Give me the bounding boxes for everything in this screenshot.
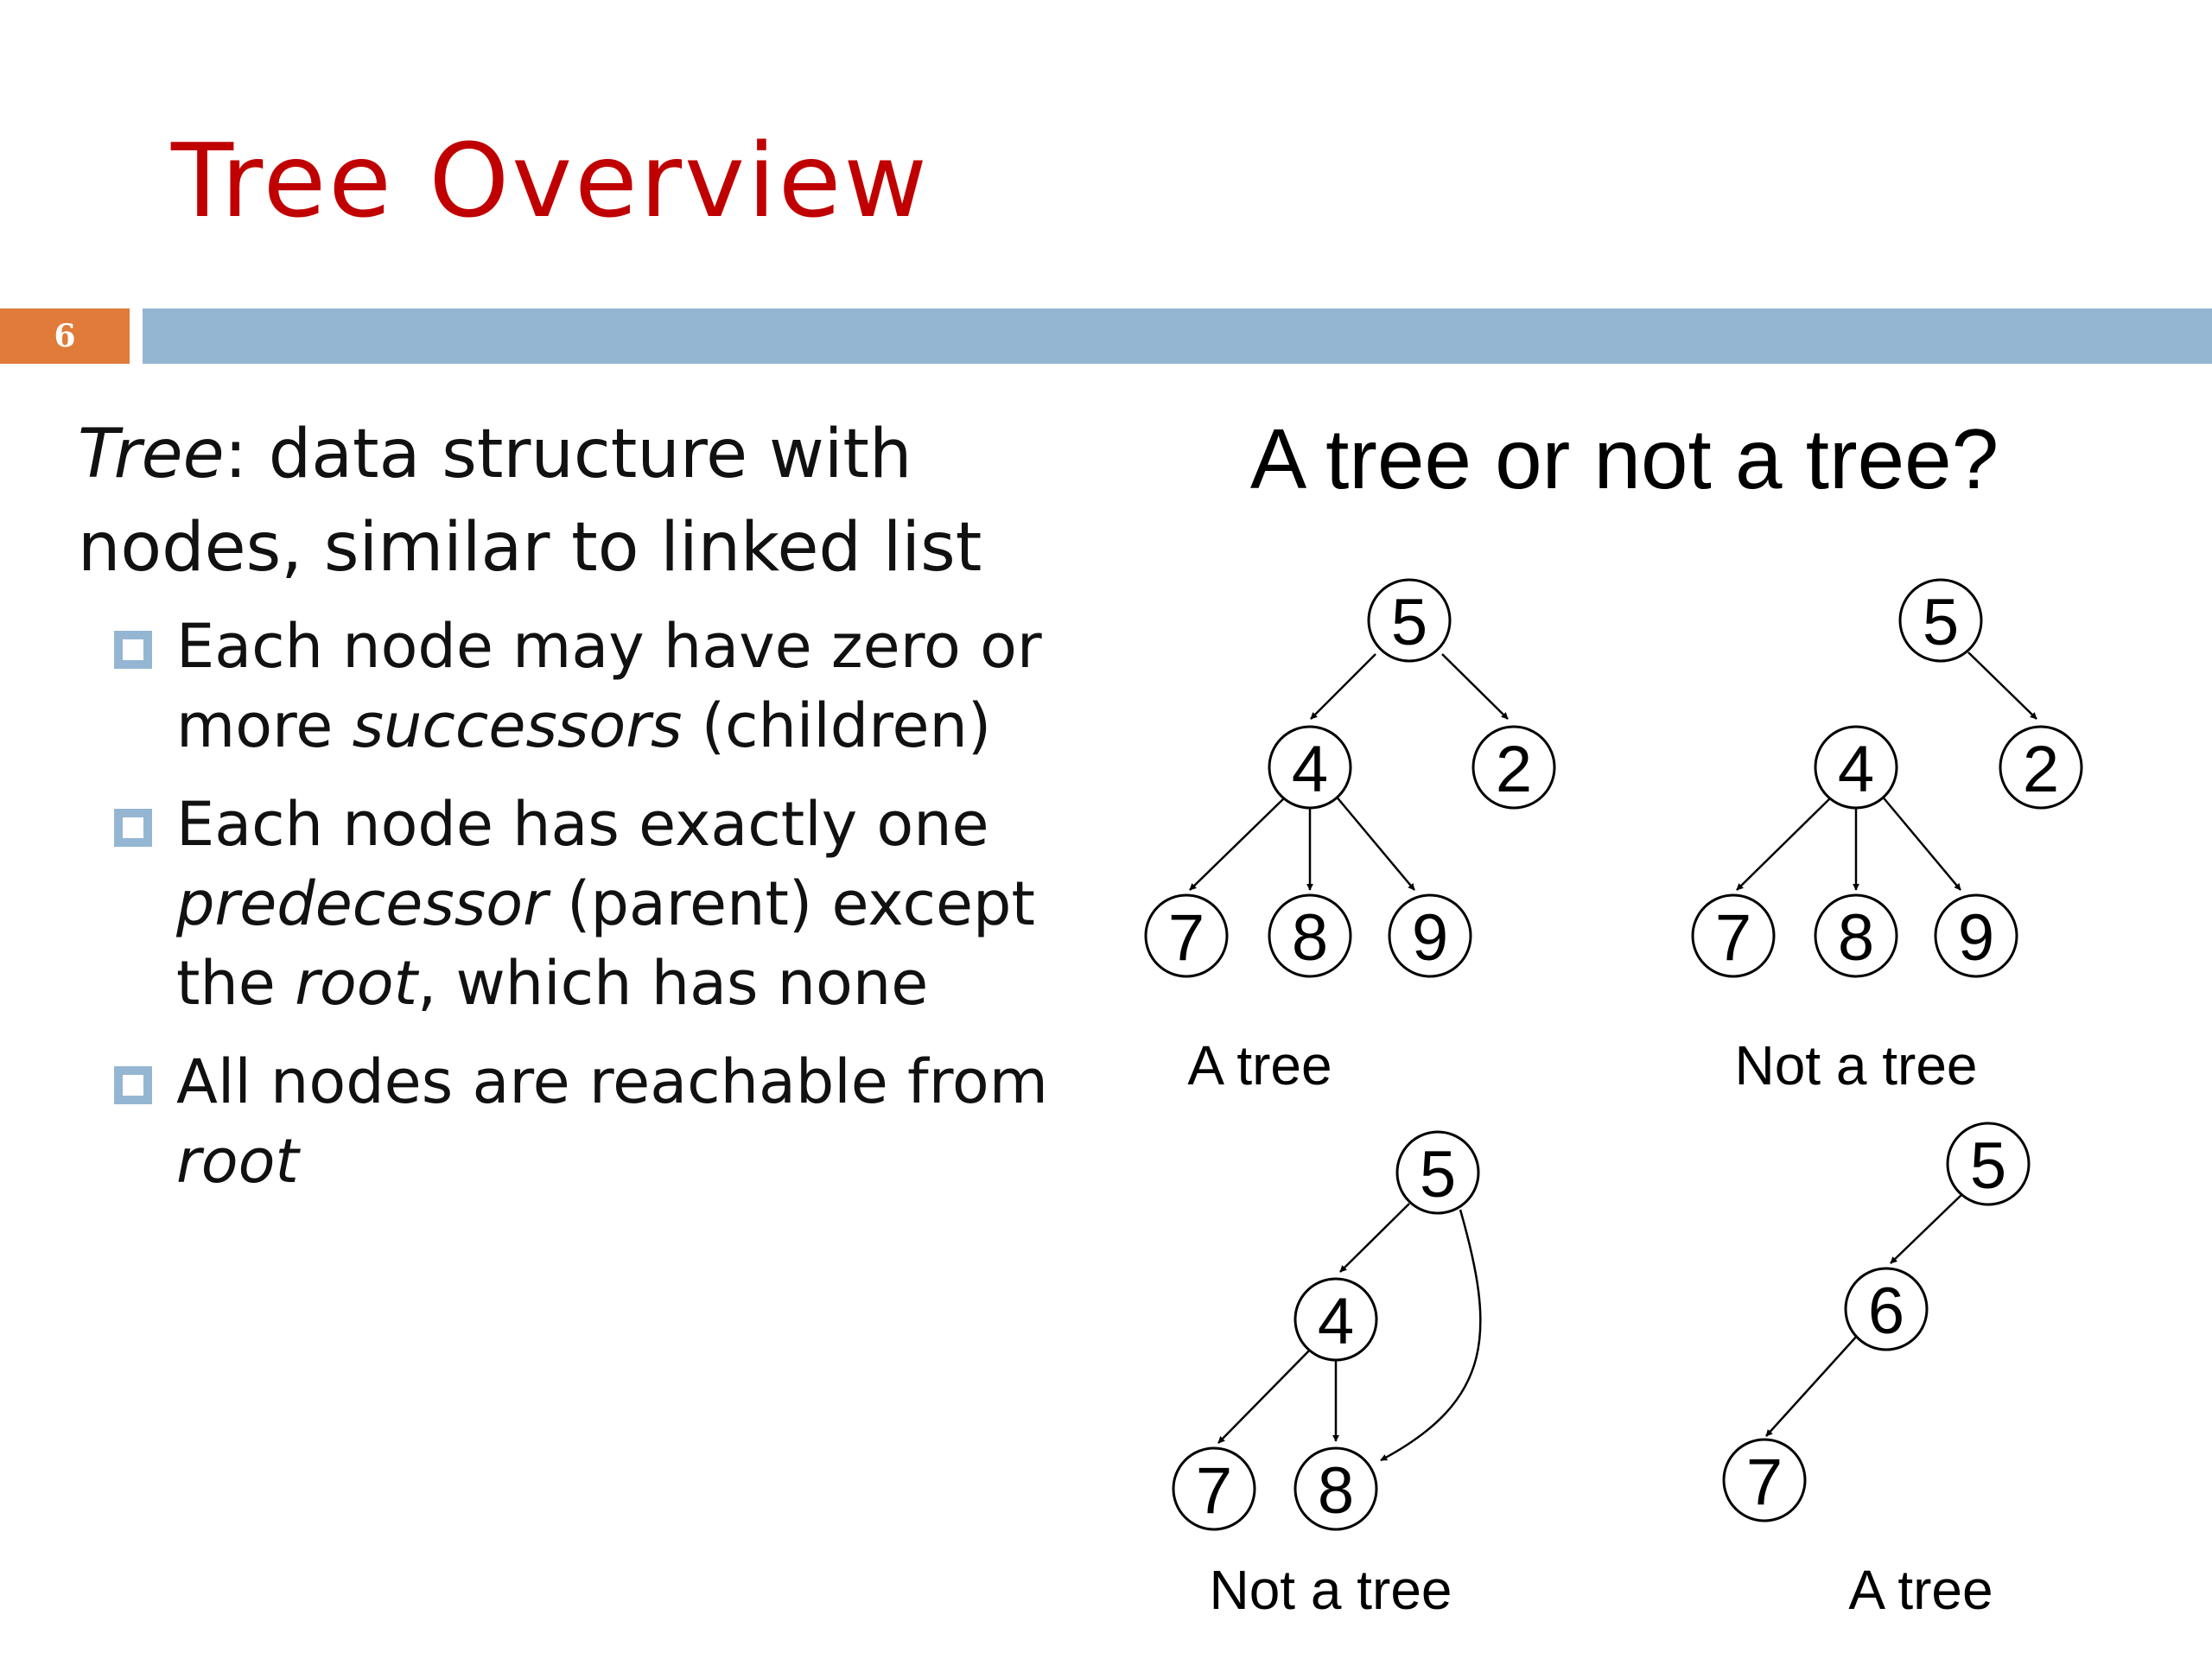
edge [1340, 1204, 1409, 1272]
graph-node [1173, 1448, 1255, 1529]
graph-caption: Not a tree [1209, 1559, 1452, 1621]
slide-title: Tree Overview [171, 121, 930, 240]
graph-node [1397, 1132, 1478, 1213]
bullet-run: root [295, 948, 418, 1019]
node-label: 7 [1195, 1454, 1233, 1528]
node-label: 7 [1745, 1446, 1783, 1519]
node-label: 2 [2022, 733, 2060, 806]
edge [1737, 795, 1834, 890]
graph-node [1389, 895, 1471, 976]
bullet-run: , which has none [417, 948, 929, 1019]
edge [1891, 1192, 1964, 1263]
edge [1311, 654, 1376, 719]
edge [1381, 1210, 1480, 1460]
bullet-run: (children) [682, 690, 992, 761]
graph-node [1693, 895, 1774, 976]
graph-node [1146, 895, 1227, 976]
node-label: 2 [1495, 733, 1533, 806]
graph-node [1269, 727, 1351, 808]
node-label: 9 [1957, 901, 1995, 975]
node-label: 8 [1317, 1454, 1355, 1528]
bullet-run: successors [352, 690, 683, 761]
graph-node [1295, 1448, 1376, 1529]
graph-3-nodes [1173, 1132, 1478, 1529]
node-label: 6 [1867, 1274, 1905, 1348]
graph-caption: A tree [1187, 1034, 1332, 1096]
node-label: 5 [1419, 1138, 1457, 1211]
node-label: 5 [1969, 1129, 2007, 1203]
bullet-run: Each node has exactly one [176, 789, 989, 860]
node-label: 7 [1167, 901, 1205, 975]
graph-node [1936, 895, 2017, 976]
node-label: 7 [1714, 901, 1752, 975]
graph-node [1846, 1268, 1927, 1350]
lead-run: : data structure with nodes, similar to linked list [78, 416, 982, 587]
graph-1-nodes [1146, 580, 1554, 976]
figure-heading: A tree or not a tree? [1249, 411, 1999, 506]
graph-node [1473, 727, 1554, 808]
node-label: 9 [1411, 901, 1449, 975]
graph-node [1900, 580, 1981, 661]
slide-number: 6 [0, 308, 130, 364]
edge [1335, 795, 1414, 890]
bullet-run: predecessor [176, 868, 548, 939]
graph-node [1815, 895, 1897, 976]
bullet-run: Each node may have zero or more [176, 611, 1042, 761]
graph-node [1369, 580, 1450, 661]
graph-node [1295, 1279, 1376, 1360]
edge [1442, 654, 1508, 719]
lead-run: Tree [78, 416, 225, 493]
edge [1218, 1344, 1316, 1443]
graph-2-nodes [1693, 580, 2082, 976]
bullet-run: (parent) except the [176, 868, 1035, 1019]
graph-caption: Not a tree [1734, 1034, 1978, 1096]
graph-node [1269, 895, 1351, 976]
node-label: 8 [1837, 901, 1875, 975]
graph-node [1948, 1123, 2029, 1205]
graph-caption: A tree [1848, 1559, 1993, 1621]
graph-node [2000, 727, 2082, 808]
graph-node [1815, 727, 1897, 808]
edge [1766, 1335, 1858, 1436]
node-label: 4 [1837, 733, 1875, 806]
node-label: 8 [1291, 901, 1329, 975]
node-label: 5 [1922, 586, 1960, 659]
edge [1190, 795, 1287, 890]
node-label: 4 [1317, 1285, 1355, 1358]
node-label: 5 [1390, 586, 1428, 659]
graph-4-nodes [1724, 1123, 2029, 1521]
bullet-run: root [176, 1126, 299, 1197]
graph-node [1724, 1440, 1805, 1521]
node-label: 4 [1291, 733, 1329, 806]
edge [1968, 652, 2037, 719]
edge [1881, 795, 1961, 890]
bullet-run: All nodes are reachable from [176, 1046, 1048, 1117]
